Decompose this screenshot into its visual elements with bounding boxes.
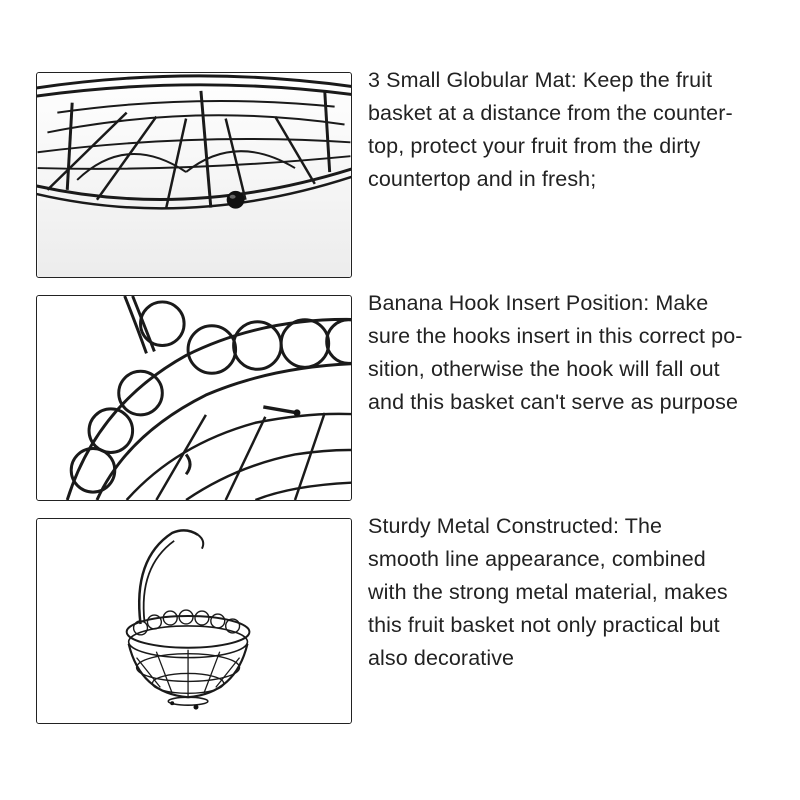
feature-line: sition, otherwise the hook will fall out <box>368 357 720 381</box>
feature-line: this fruit basket not only practical but <box>368 613 720 637</box>
feature-line: and this basket can't serve as purpose <box>368 390 739 414</box>
feature-line: also decorative <box>368 646 515 670</box>
hook-insert-point <box>294 409 301 416</box>
ball-foot <box>227 191 245 209</box>
full-basket-illustration <box>37 519 351 723</box>
feature-line: smooth line appearance, combined <box>368 547 706 571</box>
feature-text-sturdy-metal <box>368 510 778 675</box>
feature-line: Sturdy Metal Constructed: The <box>368 514 663 538</box>
basket-base-illustration <box>37 73 351 277</box>
feature-line: 3 Small Globular Mat: Keep the fruit <box>368 68 713 92</box>
feature-line: with the strong metal material, makes <box>368 580 728 604</box>
product-image-hook-insert <box>36 295 352 501</box>
feature-line: basket at a distance from the counter- <box>368 101 733 125</box>
feature-line: Banana Hook Insert Position: Make <box>368 291 709 315</box>
feature-line: sure the hooks insert in this correct po- <box>368 324 743 348</box>
feature-text-globular-mat <box>368 64 778 196</box>
product-image-base-feet <box>36 72 352 278</box>
product-image-full-basket <box>36 518 352 724</box>
hook-insert-illustration <box>37 296 351 500</box>
feature-line: countertop and in fresh; <box>368 167 597 191</box>
feature-line: top, protect your fruit from the dirty <box>368 134 701 158</box>
feature-text-hook-insert <box>368 287 778 419</box>
